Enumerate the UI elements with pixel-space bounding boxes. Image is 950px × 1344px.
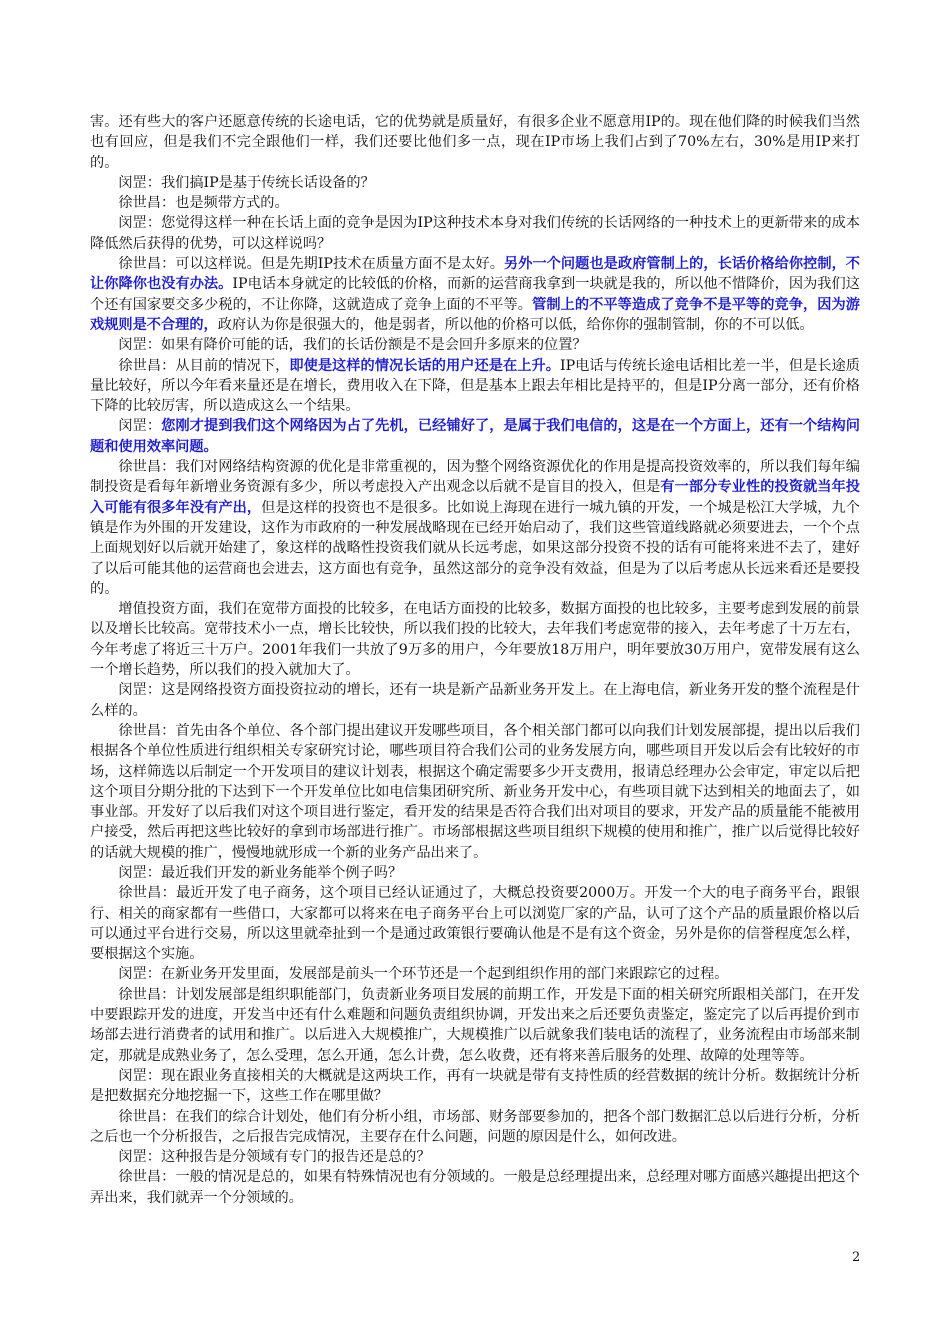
- paragraph: [90, 193, 860, 213]
- text-segment: 闵罡：您觉得这样一种在长话上面的竞争是因为IP这种技术本身对我们传统的长话网络的一种技术上的更新带来的成本降低然后获得的优势，可以这样说吗？: [90, 215, 860, 252]
- text-segment: 徐世昌：最近开发了电子商务，这个项目已经认证通过了，大概总投资要2000万。开发一个大的电子商务平台，跟银行、相关的商家都有一些借口，大家都可以将来在电子商务平台上可以浏览厂家的产品，认可了这个产品的质量跟价格以后可以通过平台进行交易，所以这里就牵扯到一个是通过政策银行要确认他是不是有这个资金，另外是你的信誉程度怎么样，要根据这个实施。: [90, 885, 860, 963]
- text-segment: 徐世昌：也是频带方式的。: [118, 195, 289, 212]
- text-segment: 政府认为你是很强大的，他是弱者，所以他的价格可以低，给你你的强制管制，你的不可以低。: [217, 316, 814, 333]
- paragraph: [90, 680, 860, 721]
- text-segment: 闵罡：我们搞IP是基于传统长话设备的？: [118, 174, 375, 191]
- paragraph: [90, 1167, 860, 1208]
- paragraph: [90, 599, 860, 680]
- highlighted-text: 您刚才提到我们这个网络因为占了先机，已经铺好了，是属于我们电信的，这是在一个方面上，还有一个结构问题和使用效率问题。: [90, 418, 860, 455]
- text-segment: 但是这样的投资也不是很多。比如说上海现在进行一城九镇的开发，一个城是松江大学城，九个镇是作为外围的开发建设，这作为市政府的一种发展战略现在已经开始启动了，我们这些管道线路就必须要进去，一个个点上面规划好以后就开始建了，象这样的战略性投资我们就从长远考虑，如果这部分投资不投的话有可能将来进不去了，建好了以后可能其他的运营商也会进去，这方面也有竞争，虽然这部分的竞争没有效益，但是为了以后考虑从长远来看还是要投的。: [90, 499, 860, 597]
- paragraph: [90, 1066, 860, 1107]
- text-segment: IP电话本身就定的比较低的价格，而新的运营商我拿到一块就是我的，所以他不惜降价，因为我们这个还有国家要交多少税的，不让你降，这就造成了竞争上面的不平等。: [90, 276, 860, 313]
- text-segment: 害。还有些大的客户还愿意传统的长途电话，它的优势就是质量好，有很多企业不愿意用IP的。现在他们降的时候我们当然也有回应，但是我们不完全跟他们一样，我们还要比他们多一点，现在IP市场上我们占到了70%左右，30%是用IP来打的。: [90, 114, 860, 171]
- text-segment: 闵罡：如果有降价可能的话，我们的长话份额是不是会回升多原来的位置？: [118, 337, 587, 354]
- paragraph: [90, 1107, 860, 1148]
- text-segment: 闵罡：: [118, 418, 162, 435]
- paragraph: [90, 721, 860, 863]
- paragraph: [90, 213, 860, 254]
- text-segment: 徐世昌：一般的情况是总的，如果有特殊情况也有分领域的。一般是总经理提出来，总经理对哪方面感兴趣提出把这个弄出来，我们就弄一个分领域的。: [90, 1169, 860, 1206]
- paragraph: [90, 1147, 860, 1167]
- text-segment: IP电话与传统长途电话相比差一半，但是长途质量比较好，所以今年看来量还是在增长，费用收入在下降，但是基本上跟去年相比是持平的，但是IP分离一部分，还有价格下降的比较厉害，所以造成这么一个结果。: [90, 357, 860, 415]
- text-segment: 徐世昌：可以这样说。但是先期IP技术在质量方面不是太好。: [118, 256, 504, 273]
- highlighted-text: 另外一个问题也是政府管制上的，长话价格给你控制，不让你降你也没有办法。: [90, 256, 860, 293]
- paragraph: [90, 985, 860, 1066]
- highlighted-text: 即使是这样的情况长话的用户还是在上升。: [289, 357, 560, 374]
- paragraph: [90, 416, 860, 457]
- paragraph: [90, 883, 860, 964]
- paragraph: [90, 173, 860, 193]
- text-segment: 闵罡：最近我们开发的新业务能举个例子吗？: [118, 864, 403, 881]
- paragraph: [90, 254, 860, 335]
- text-segment: 徐世昌：首先由各个单位、各个部门提出建议开发哪些项目，各个相关部门都可以向我们计划发展部提，提出以后我们根据各个单位性质进行组织相关专家研究讨论，哪些项目符合我们公司的业务发展方向，哪些项目开发以后会有比较好的市场，这样筛选以后制定一个开发项目的建议计划表，根据这个确定需要多少开支费用，报请总经理办公会审定，审定以后把这个项目分期分批的下达到下一个开发单位比如电信集团研究所、新业务开发中心，有些项目就下达到相关的地面去了，如事业部。开发好了以后我们对这个项目进行鉴定，看开发的结果是否符合我们出对项目的要求，开发产品的质量能不能被用户接受，然后再把这些比较好的拿到市场部进行推广。市场部根据这些项目组织下规模的使用和推广，推广以后觉得比较好的话就大规模的推广，慢慢地就形成一个新的业务产品出来了。: [90, 722, 860, 861]
- paragraph: [90, 964, 860, 984]
- text-segment: 闵罡：这是网络投资方面投资拉动的增长，还有一块是新产品新业务开发上。在上海电信，新业务开发的整个流程是什么样的。: [90, 682, 860, 719]
- page-number: 2: [852, 1250, 861, 1265]
- paragraph: [90, 863, 860, 883]
- paragraph: [90, 112, 860, 173]
- paragraph: [90, 356, 860, 417]
- text-segment: 增值投资方面，我们在宽带方面投的比较多，在电话方面投的比较多，数据方面投的也比较多，主要考虑到发展的前景以及增长比较高。宽带技术小一点，增长比较快，所以我们投的比较大，去年我们考虑宽带的接入，去年考虑了十万左右，今年考虑了将近三十万户。2001年我们一共放了9万多的用户，今年要放18万用户，明年要放30万用户，宽带发展有这么一个增长趋势，所以我们的投入就加大了。: [90, 601, 860, 679]
- document-body: [90, 112, 860, 1208]
- paragraph: [90, 335, 860, 355]
- highlighted-text: 管制上的不平等造成了竞争不是平等的竞争，因为游戏规则是不合理的，: [90, 296, 860, 333]
- paragraph: [90, 457, 860, 599]
- text-segment: 闵罡：现在跟业务直接相关的大概就是这两块工作，再有一块就是带有支持性质的经营数据的统计分析。数据统计分析是把数据充分地挖掘一下，这些工作在哪里做？: [90, 1067, 860, 1105]
- text-segment: 徐世昌：在我们的综合计划处，他们有分析小组，市场部、财务部要参加的，把各个部门数据汇总以后进行分析，分析之后也一个分析报告，之后报告完成情况，主要存在什么问题，问题的原因是什么，如何改进。: [90, 1108, 860, 1145]
- text-segment: 徐世昌：计划发展部是组织职能部门，负责新业务项目发展的前期工作，开发是下面的相关研究所跟相关部门，在开发中要跟踪开发的进度，开发当中还有什么难题和问题负责组织协调，开发出来之后还要负责鉴定，鉴定完了以后再提价到市场部去进行消费者的试用和推广。以后进入大规模推广，大规模推广以后就象我们装电话的流程了，业务流程由市场部来制定，那就是成熟业务了，怎么受理，怎么开通，怎么计费，怎么收费，还有将来善后服务的处理、故障的处理等等。: [90, 986, 860, 1064]
- text-segment: 徐世昌：从目前的情况下，: [118, 357, 290, 374]
- text-segment: 徐世昌：我们对网络结构资源的优化是非常重视的，因为整个网络资源优化的作用是提高投资效率的，所以我们每年编制投资是看每年新增业务资源有多少，所以考虑投入产出观念以后就不是盲目的投入，但是: [90, 459, 860, 496]
- highlighted-text: 有一部分专业性的投资就当年投入可能有很多年没有产出，: [90, 479, 860, 516]
- text-segment: 闵罡：在新业务开发里面，发展部是前头一个环节还是一个起到组织作用的部门来跟踪它的过程。: [118, 966, 729, 983]
- text-segment: 闵罡：这种报告是分领域有专门的报告还是总的？: [118, 1149, 431, 1166]
